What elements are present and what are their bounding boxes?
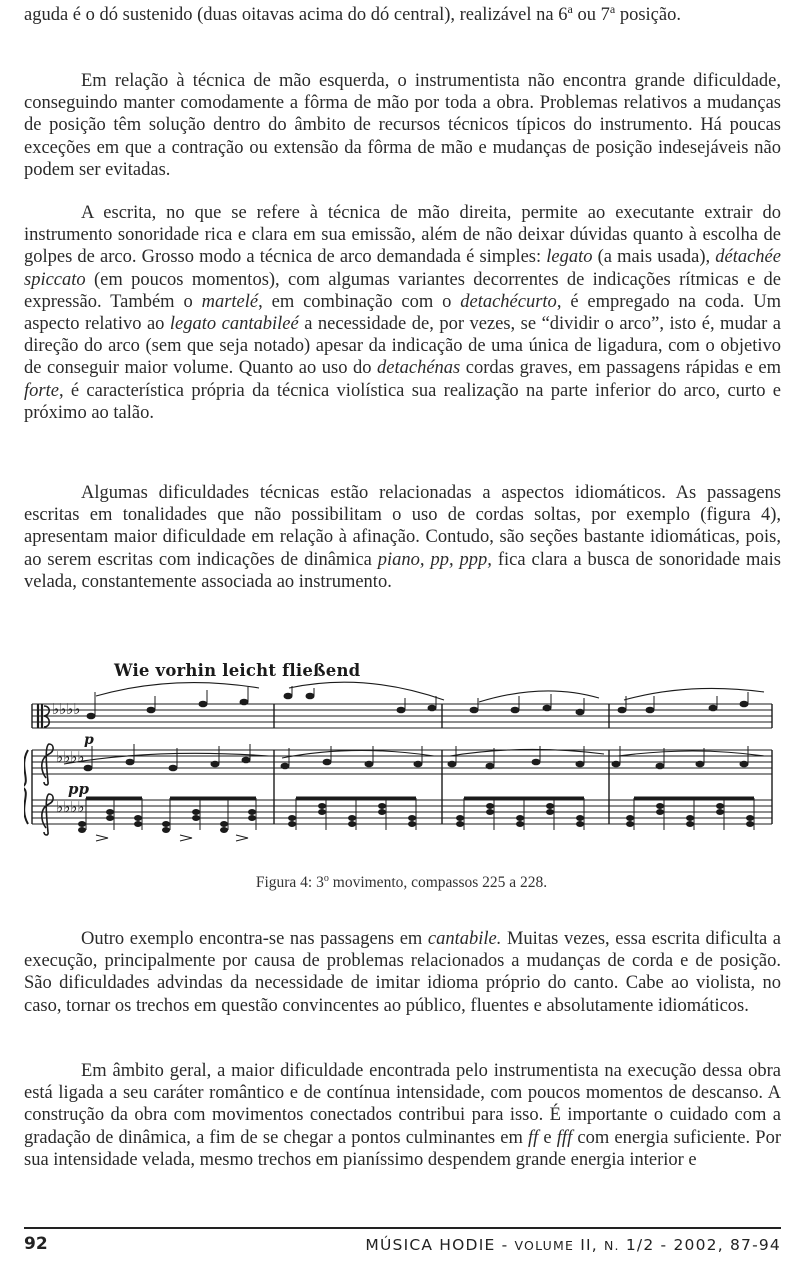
score-excerpt-image xyxy=(24,652,779,862)
paragraph-continuation: aguda é o dó sustenido (duas oitavas acima do dó central), realizável na 6$^a$ ou 7$^a$ posição. xyxy=(24,1,681,25)
paragraph-general-difficulty: Em âmbito geral, a maior dificuldade encontrada pelo instrumentista na execução dessa obra está ligada a seu caráter romântico e de contínua intensidade, com poucos momentos de descanso. A construção da obra com movimentos conectados contribui para isso. É importante o cuidado com a gradação de dinâmica, a fim de se chegar a pontos culminantes em ff e fff com energia suficiente. Por sua intensidade velada, mesmo trechos em pianíssimo despendem grande energia interior e xyxy=(24,1061,781,1170)
footer-rule xyxy=(24,1227,781,1229)
paragraph-right-hand-technique: A escrita, no que se refere à técnica de mão direita, permite ao executante extrair do instrumento sonoridade rica e clara em sua emissão, além de não deixar dúvidas quanto à escolha de golpes de arco. Grosso modo a técnica de arco demandada é simples: legato (a mais usada), détachée spiccato (em poucos momentos), com algumas variantes decorrentes de indicações rítmicas e de expressão. Também o martelé, em combinação com o detachécurto, é empregado na coda. Um aspecto relativo ao legato cantabileé a necessidade de, por vezes, se “dividir o arco”, isto é, mudar a direção do arco (sem que seja notado) apesar da indicação de uma única de ligadura, com o objetivo de conseguir maior volume. Quanto ao uso do detachénas cordas graves, em passagens rápidas e em forte, é característica própria da técnica violística sua realização na parte inferior do arco, curto e próximo ao talão. xyxy=(24,203,782,423)
paragraph-left-hand-technique: Em relação à técnica de mão esquerda, o instrumentista não encontra grande dificuldade, conseguindo manter comodamente a fôrma de mão por toda a obra. Problemas relativos a mudanças de posição têm solução dentro do âmbito de recursos técnicos típicos do instrumento. Há poucas exceções em que a contração ou extensão da fôrma de mão e mudanças de posição indesejáveis não podem ser evitadas. xyxy=(24,71,781,180)
music-score-figure xyxy=(24,652,779,862)
journal-citation: MÚSICA HODIE - VOLUME II, N. 1/2 - 2002, 87-94 xyxy=(365,1236,781,1254)
dynamic-pp: pp xyxy=(68,780,89,798)
dynamic-p: p xyxy=(84,732,94,748)
page-number: 92 xyxy=(24,1234,48,1254)
tempo-marking: Wie vorhin leicht fließend xyxy=(114,661,361,680)
paragraph-cantabile: Outro exemplo encontra-se nas passagens em cantabile. Muitas vezes, essa escrita dificulta a execução, principalmente por causa de problemas relacionados a mudanças de corda e de posição. São dificuldades advindas da necessidade de imitar idioma próprio do canto. Cabe ao violista, no caso, tornar os trechos em questão convincentes ao público, fluentes e absolutamente idiomáticos. xyxy=(24,929,781,1016)
paragraph-idiomatic-difficulties: Algumas dificuldades técnicas estão relacionadas a aspectos idiomáticos. As passagens escritas em tonalidades que não possibilitam o uso de cordas soltas, por exemplo (figura 4), apresentam maior dificuldade em relação à afinação. Contudo, são seções bastante idiomáticas, pois, ao serem escritas com indicações de dinâmica piano, pp, ppp, fica clara a busca de sonoridade mais velada, constantemente associada ao instrumento. xyxy=(24,483,781,592)
figure-caption: Figura 4: 3$^o$ movimento, compassos 225 a 228. xyxy=(255,872,548,891)
svg-text:♭♭♭♭: ♭♭♭♭ xyxy=(52,700,81,718)
svg-text:♭♭♭♭: ♭♭♭♭ xyxy=(56,798,85,816)
svg-text:♭♭♭♭: ♭♭♭♭ xyxy=(56,748,85,766)
